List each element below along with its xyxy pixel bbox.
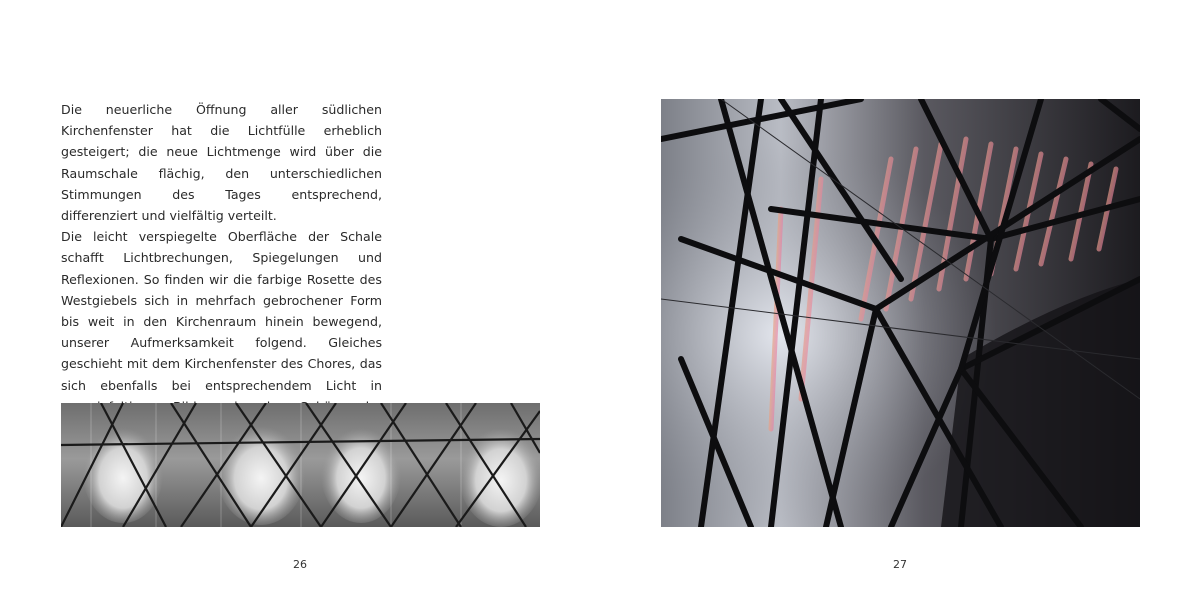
paragraph-2: Die leicht verspiegelte Oberfläche der Schale schafft Lichtbrechungen, Spiegelungen und Reflexionen. So finden wir die farbige Rosette des Westgiebels sich in mehrfach gebrochener Form bis weit in den Kirchenraum hinein bewegend, unserer Aufmerksamkeit folgend. Gleiches geschieht mit dem Kirchenfenster des Chores, das sich ebenfalls bei entsprechendem Licht in (61, 229, 382, 393)
right-page (600, 0, 1200, 600)
page-number-right: 27 (893, 558, 907, 571)
paragraph-1: Die neuerliche Öffnung aller südlichen Kirchenfenster hat die Lichtfülle erheblich gesteigert; die neue Lichtmenge wird über die Raumschale flächig, den unterschiedlichen Stimmungen des Tages entsprechend, differenziert und vielfältig verteilt. (61, 102, 382, 224)
photo-ceiling-lattice-strip (61, 403, 540, 527)
page-number-left: 26 (293, 558, 307, 571)
photo-stained-glass-reflection (661, 99, 1140, 527)
body-text (61, 99, 382, 438)
